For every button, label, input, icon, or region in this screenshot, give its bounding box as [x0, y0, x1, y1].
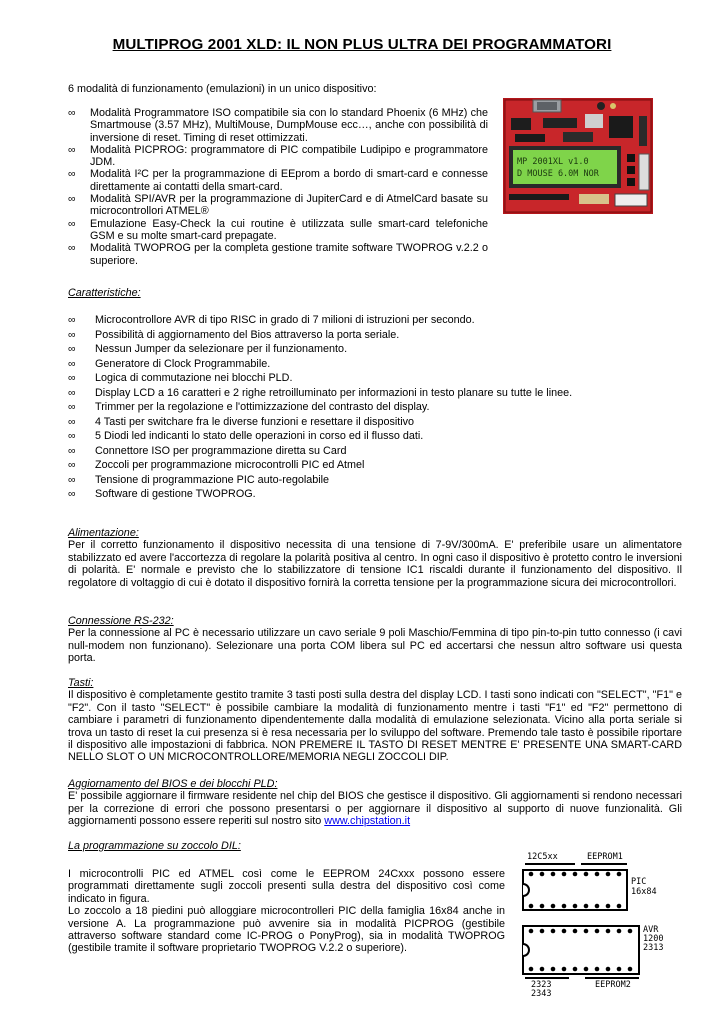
list-item: ∞ Software di gestione TWOPROG.	[68, 488, 256, 500]
list-item: ∞ Zoccoli per programmazione microcontrolli PIC ed Atmel	[68, 459, 365, 471]
dil-sockets-diagram	[517, 850, 687, 1000]
dil-section	[68, 868, 505, 955]
bullet-icon: ∞	[68, 357, 76, 370]
section-text: Per il corretto funzionamento il dispositivo necessita di una tensione di 7-9V/300mA. E' preferibile usare un alimentatore stabilizzato ed avere l'accortezza di regolare la polarità positiva al centro. In ogni caso il dispositivo è protetto contro le inversioni di polarità. E' normale e previsto che lo stabilizzatore di tensione IC1 riscaldi durante il funzionamento del dispositivo. Il regolatore di voltaggio di cui è dotato il dispositivo fornirà la corretta tensione per la programmazione sicura dei microcontrollori.	[68, 539, 682, 589]
bullet-icon: ∞	[68, 444, 76, 457]
section-text: Lo zoccolo a 18 piedini può alloggiare microcontrolleri PIC della famiglia 16x84 anche in versione A. La programmazione può avvenire sia in modalità PICPROG (gestibile attraverso software standard come IC-PROG o PonyProg), sia in modalità TWOPROG (gestibile tramite il software proprietario TWOPROG V.2.2 o superiore).	[68, 905, 505, 955]
dil-heading: La programmazione su zoccolo DIL:	[68, 840, 241, 852]
bullet-icon: ∞	[68, 386, 76, 399]
list-item: ∞ Display LCD a 16 caratteri e 2 righe retroilluminato per informazioni in testo planare su tutte le linee.	[68, 386, 573, 399]
list-item: ∞ 4 Tasti per switchare fra le diverse funzioni e resettare il dispositivo	[68, 415, 415, 428]
section-text: Il dispositivo è completamente gestito tramite 3 tasti posti sulla destra del display LCD. I tasti sono indicati con "SELECT", "F1" e "F2". Con il tasto "SELECT" è possibile cambiare la modalità di funzionamento mentre i tasti "F1" ed "F2" permettono di cambiare i parametri di funzionamento dipendentemente dalla modalità di emulazione selezionata. Vicino alla porta seriale si trova un tasto di reset la cui presenza si è resa necessaria per lo sviluppo del software. Premendo tale tasto è possibile riportare il dispositivo alle impostazioni di fabbrica. NON PREMERE IL TASTO DI RESET MENTRE E' PRESENTE UNA SMART-CARD NELLO SLOT O UN MICROCONTROLLORE/MEMORIA NEGLI ZOCCOLI DIP.	[68, 689, 682, 764]
features-heading: Caratteristiche:	[68, 287, 141, 299]
list-item: ∞ Modalità I²C per la programmazione di EEprom a bordo di smart-card e connesse direttamente ai contatti della smart-card.	[68, 168, 488, 193]
section-heading: Alimentazione:	[68, 527, 139, 539]
list-item: ∞ Logica di commutazione nei blocchi PLD.	[68, 372, 293, 384]
bullet-icon: ∞	[68, 328, 76, 341]
bullet-icon: ∞	[68, 107, 76, 119]
list-item: ∞ 5 Diodi led indicanti lo stato delle operazioni in corso ed il flusso dati.	[68, 430, 424, 442]
diagram-label: 2323	[531, 980, 552, 990]
section-text: Per la connessione al PC è necessario utilizzare un cavo seriale 9 poli Maschio/Femmina di tipo pin-to-pin tutto connesso (i cavi null-modem non funzionano). Selezionare una porta COM libera sul PC ed accertarsi che nessun altro software usi questa porta.	[68, 627, 682, 665]
list-item: ∞ Possibilità di aggiornamento del Bios attraverso la porta seriale.	[68, 328, 400, 341]
diagram-label: 16x84	[631, 887, 657, 897]
bullet-icon: ∞	[68, 415, 76, 428]
bullet-icon: ∞	[68, 372, 76, 384]
bullet-icon: ∞	[68, 401, 76, 413]
bullet-icon: ∞	[68, 168, 76, 181]
list-item: ∞ Emulazione Easy-Check la cui routine è utilizzata sulle smart-card telefoniche GSM e su molte smart-card prepagate.	[68, 217, 488, 242]
intro-text: 6 modalità di funzionamento (emulazioni) in un unico dispositivo:	[68, 83, 377, 95]
lcd-line-1: MP 2001XL v1.0	[517, 157, 589, 167]
bullet-icon: ∞	[68, 430, 76, 442]
bullet-icon: ∞	[68, 314, 76, 326]
bullet-icon: ∞	[68, 488, 76, 500]
diagram-label: 2313	[643, 943, 664, 953]
diagram-label: 12C5xx	[527, 852, 558, 862]
diagram-label: PIC	[631, 877, 647, 887]
lcd-line-2: D MOUSE 6.0M NOR	[517, 169, 599, 179]
features-list	[68, 313, 668, 502]
bullet-icon: ∞	[68, 459, 76, 471]
bullet-icon: ∞	[68, 143, 76, 156]
website-link[interactable]: www.chipstation.it	[324, 815, 411, 828]
diagram-label: EEPROM1	[587, 852, 623, 862]
bios-section	[68, 778, 682, 828]
bullet-icon: ∞	[68, 343, 76, 355]
list-item: ∞ Nessun Jumper da selezionare per il funzionamento.	[68, 343, 348, 355]
modes-list	[68, 107, 488, 267]
list-item: ∞ Generatore di Clock Programmabile.	[68, 357, 271, 370]
list-item: ∞ Trimmer per la regolazione e l'ottimizzazione del contrasto del display.	[68, 401, 430, 413]
list-item: ∞ Tensione di programmazione PIC auto-regolabile	[68, 473, 330, 486]
alimentazione-section	[68, 527, 682, 589]
diagram-label: 1200	[643, 934, 664, 944]
list-item: ∞ Modalità Programmatore ISO compatibile sia con lo standard Phoenix (6 MHz) che Smartmouse (3.57 MHz), MultiMouse, DumpMouse ecc…, anche con possibilità di inversione di reset. Timing di reset ottimizzati.	[68, 107, 488, 144]
list-item: ∞ Modalità TWOPROG per la completa gestione tramite software TWOPROG v.2.2 o superiore.	[68, 242, 488, 267]
diagram-label: AVR	[643, 925, 659, 935]
bullet-icon: ∞	[68, 193, 76, 206]
section-text: I microcontrolli PIC ed ATMEL così come le EEPROM 24Cxxx possono essere programmati direttamente sugli zoccoli presenti sulla destra del dispositivo così come indicato in figura.	[68, 868, 505, 905]
bullet-icon: ∞	[68, 242, 76, 255]
page-title: MULTIPROG 2001 XLD: IL NON PLUS ULTRA DEI PROGRAMMATORI	[112, 36, 612, 53]
list-item: ∞ Modalità PICPROG: programmatore di PIC compatibile Ludipipo e programmatore JDM.	[68, 143, 488, 169]
diagram-label: EEPROM2	[595, 980, 631, 990]
section-text: E' possibile aggiornare il firmware residente nel chip del BIOS che gestisce il dispositivo. Gli aggiornamenti si rendono necessari per la correzione di errori che possono presentarsi o per aggiornare il dispositivo al supporto di nuove funzionalità. Gli aggiornamenti possono essere reperiti sul nostro sito	[68, 790, 682, 828]
diagram-label: 2343	[531, 989, 552, 999]
device-photo	[503, 98, 653, 214]
section-heading: Connessione RS-232:	[68, 615, 174, 627]
list-item: ∞ Modalità SPI/AVR per la programmazione di JupiterCard e di AtmelCard basate su microcontrollori ATMEL®	[68, 193, 488, 218]
tasti-section	[68, 677, 682, 764]
section-heading: Tasti:	[68, 677, 94, 689]
bullet-icon: ∞	[68, 473, 76, 486]
list-item: ∞ Microcontrollore AVR di tipo RISC in grado di 7 milioni di istruzioni per secondo.	[68, 314, 475, 326]
list-item: ∞ Connettore ISO per programmazione diretta su Card	[68, 444, 347, 457]
bullet-icon: ∞	[68, 217, 76, 230]
section-heading: Aggiornamento del BIOS e dei blocchi PLD:	[68, 778, 278, 790]
rs232-section	[68, 615, 682, 665]
